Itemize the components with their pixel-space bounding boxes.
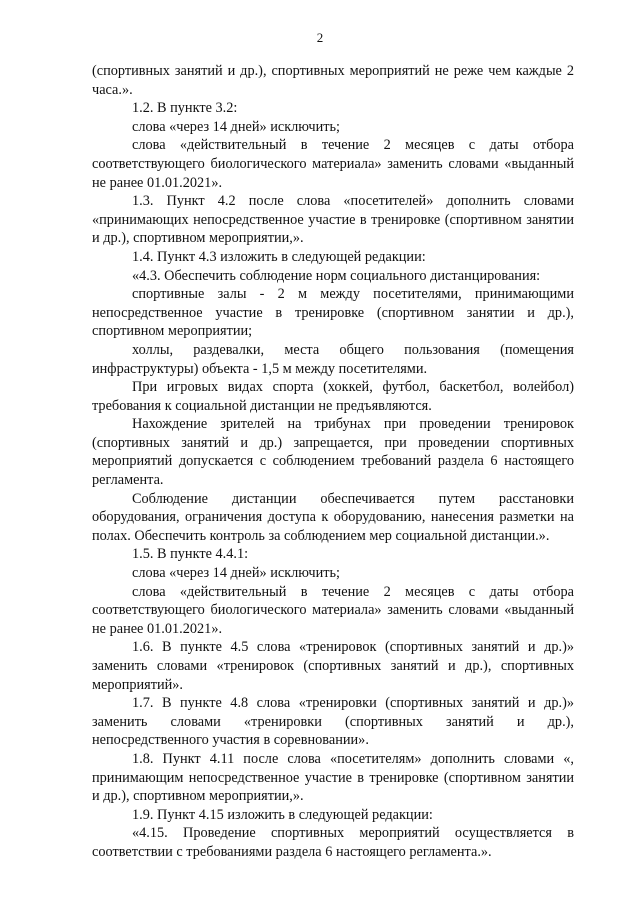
- paragraph: «4.3. Обеспечить соблюдение норм социального дистанцирования:: [132, 267, 541, 284]
- paragraph: спортивные залы - 2 м между посетителями, принимающими непосредственное участие в тренировке (спортивном занятии и др.), спортивном мероприятии;: [92, 286, 574, 340]
- paragraph: 1.7. В пункте 4.8 слова «тренировки (спортивных занятий и др.)» заменить словами «тренировки (спортивных занятий и др.), непосредственного участия в соревновании».: [92, 695, 574, 749]
- paragraph: 1.6. В пункте 4.5 слова «тренировок (спортивных занятий и др.)» заменить словами «тренировок (спортивных занятий и др.), спортивных мероприятий».: [92, 639, 574, 693]
- paragraph: Нахождение зрителей на трибунах при проведении тренировок (спортивных занятий и др.) запрещается, при проведении спортивных мероприятий допускается с соблюдением требований раздела 6 настоящего регламента.: [92, 416, 574, 489]
- paragraph: 1.5. В пункте 4.4.1:: [132, 546, 249, 563]
- paragraph: 1.4. Пункт 4.3 изложить в следующей редакции:: [132, 248, 426, 265]
- paragraph: 1.3. Пункт 4.2 после слова «посетителей» дополнить словами «принимающих непосредственное участие в тренировке (спортивном занятии и др.), спортивном мероприятии,».: [92, 193, 574, 247]
- paragraph: При игровых видах спорта (хоккей, футбол, баскетбол, волейбол) требования к социальной дистанции не предъявляются.: [92, 379, 574, 414]
- paragraph: слова «действительный в течение 2 месяцев с даты отбора соответствующего биологического материала» заменить словами «выданный не ранее 01.01.2021».: [92, 583, 574, 637]
- paragraph: 1.9. Пункт 4.15 изложить в следующей редакции:: [132, 806, 433, 823]
- document-body: [92, 62, 574, 862]
- paragraph: «4.15. Проведение спортивных мероприятий осуществляется в соответствии с требованиями раздела 6 настоящего регламента.».: [92, 825, 574, 860]
- paragraph: Соблюдение дистанции обеспечивается путем расстановки оборудования, ограничения доступа к оборудованию, нанесения разметки на полах. Обеспечить контроль за соблюдением мер социальной дистанции.».: [92, 490, 574, 544]
- paragraph: слова «через 14 дней» исключить;: [132, 118, 340, 135]
- paragraph: 1.2. В пункте 3.2:: [132, 100, 238, 117]
- page-number: 2: [316, 30, 324, 45]
- paragraph: слова «через 14 дней» исключить;: [132, 565, 340, 582]
- paragraph: 1.8. Пункт 4.11 после слова «посетителям» дополнить словами «, принимающим непосредственное участие в тренировке (спортивном занятии и др.), спортивном мероприятии,».: [92, 750, 574, 805]
- paragraph: слова «действительный в течение 2 месяцев с даты отбора соответствующего биологического материала» заменить словами «выданный не ранее 01.01.2021».: [92, 137, 574, 191]
- paragraph: холлы, раздевалки, места общего пользования (помещения инфраструктуры) объекта - 1,5 м между посетителями.: [92, 341, 574, 377]
- paragraph: (спортивных занятий и др.), спортивных мероприятий не реже чем каждые 2 часа.».: [92, 63, 574, 98]
